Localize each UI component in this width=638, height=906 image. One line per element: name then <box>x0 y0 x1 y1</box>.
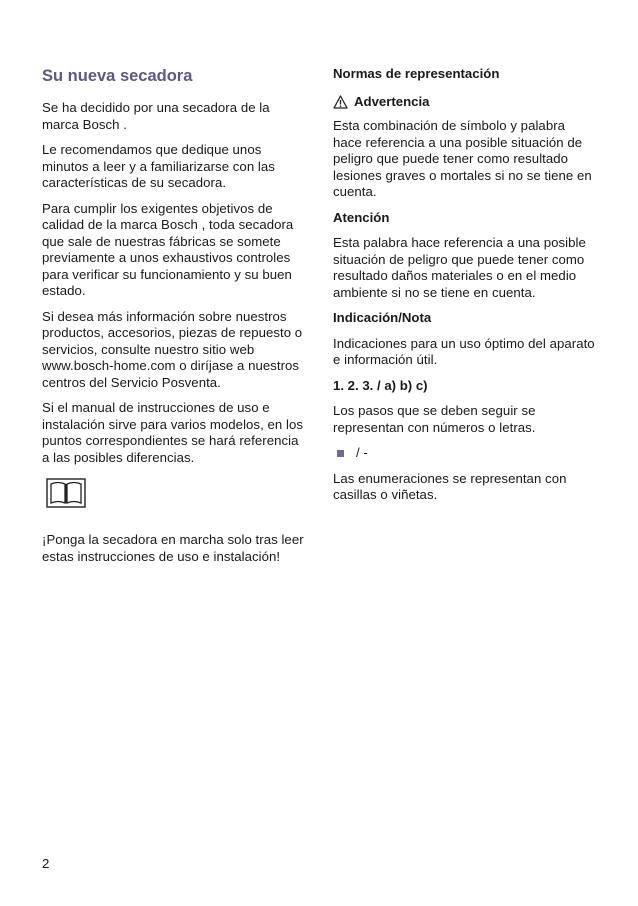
left-column <box>42 66 308 574</box>
attention-text: Esta palabra hace referencia a una posible situación de peligro que puede tener como resultado daños materiales o en el medio ambiente si no se tiene en cuenta. <box>333 235 586 300</box>
paragraph-recommendation: Le recomendamos que dedique unos minutos a leer y a familiarizarse con las características de su secadora. <box>42 142 275 190</box>
bullet-heading <box>333 445 597 462</box>
note-label: Indicación/Nota <box>333 310 432 325</box>
paragraph-intro: Se ha decidido por una secadora de la marca Bosch . <box>42 100 270 132</box>
section-title-su-nueva-secadora: Su nueva secadora <box>42 67 193 85</box>
warning-label: Advertencia <box>354 93 430 109</box>
steps-label: 1. 2. 3. / a) b) c) <box>333 377 428 393</box>
closing-instruction: ¡Ponga la secadora en marcha solo tras leer estas instrucciones de uso e instalación! <box>42 532 304 564</box>
warning-triangle-icon <box>333 95 348 109</box>
note-text: Indicaciones para un uso óptimo del aparato e información útil. <box>333 335 595 367</box>
page-number: 2 <box>42 856 50 871</box>
warning-text: Esta combinación de símbolo y palabra hace referencia a una posible situación de peligro que puede tener como resultado lesiones graves o mortales si no se tiene en cuenta. <box>333 118 592 199</box>
open-book-icon <box>46 478 86 508</box>
right-column <box>333 66 597 513</box>
bullet-text: Las enumeraciones se representan con casillas o viñetas. <box>333 470 567 502</box>
paragraph-more-info: Si desea más información sobre nuestros productos, accesorios, piezas de repuesto o servicios, consulte nuestro sitio web www.bosch-home.com o diríjase a nuestros centros del Servicio Posventa. <box>42 308 303 390</box>
steps-text: Los pasos que se deben seguir se representan con números o letras. <box>333 403 536 435</box>
paragraph-models: Si el manual de instrucciones de uso e instalación sirve para varios modelos, en los puntos correspondientes se hará referencia a las posibles diferencias. <box>42 400 303 465</box>
section-title-normas: Normas de representación <box>333 66 500 81</box>
bullet-label: / - <box>356 445 368 460</box>
square-bullet-icon <box>337 450 344 457</box>
paragraph-quality: Para cumplir los exigentes objetivos de calidad de la marca Bosch , toda secadora que sale de nuestras fábricas se somete previamente a unos exhaustivos controles para verificar su funcionamiento y su buen estado. <box>42 200 294 298</box>
attention-label: Atención <box>333 209 390 225</box>
warning-heading <box>333 94 597 111</box>
